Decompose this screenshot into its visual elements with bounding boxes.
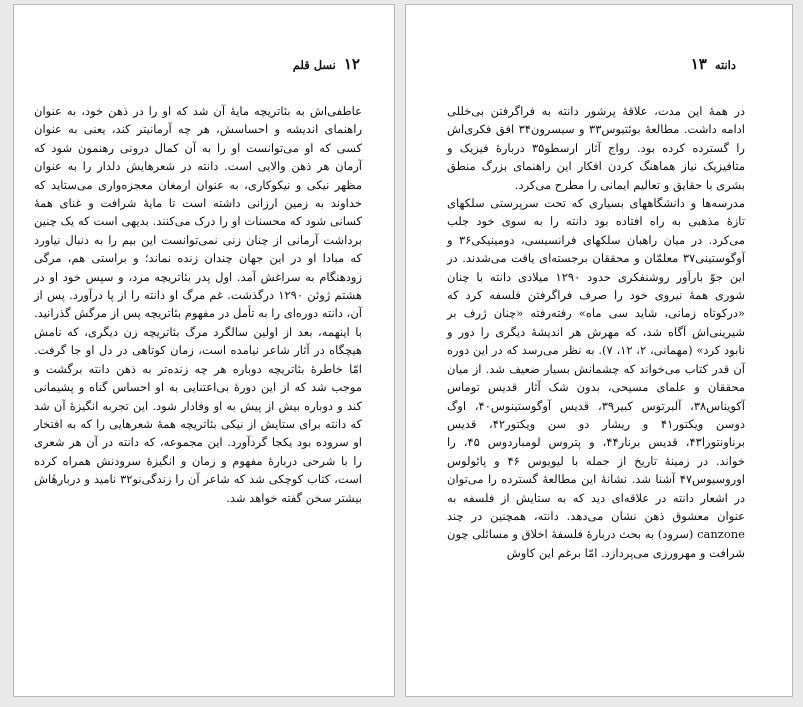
paragraph: در همهٔ این مدت، علاقهٔ پرشور دانته به فراگرفتن بی‌خللی ادامه داشت. مطالعهٔ بوئتیوس۳۳ و سیسرون۳۴ افق فکری‌اش را گسترده کرده بود. رواج آثار ارسطو۳۵ دربارهٔ فیزیک و متافیزیک نیاز هماهنگ کردن افکار این راهنمای بزرگ منطق بشری با حقایق و تعالیم ایمانی را مطرح می‌کرد. — [447, 104, 745, 192]
running-title: دانته — [714, 58, 736, 72]
paragraph: عاطفی‌اش به بئاتریچه مایهٔ آن شد که او را در ذهن خود، به عنوان راهنمای اندیشه و احساسش، هر چه آرمانیتر کند، یعنی به عنوان کسی که او می‌توانست او را به آن کمال درونی رهنمون شود که آرمان هر ذهن والایی است. دانته در شعرهایش دلدار را به عنوان مظهر نیکی و نیکوکاری، به عنوان ارمغان معجزه‌واری می‌ستاید که خداوند به زمین ارزانی داشته است تا مایهٔ شرافت و غنای همهٔ کسانی شود که محسنات او را درک می‌کنند. بدیهی است که یک چنین برداشت آرمانی از چنان زنی نمی‌توانست این بیم را به دنبال نیاورد که مبادا او در این جهان چندان زنده نماند؛ و براستی هم، مرگی زودهنگام به سراغش آمد. اول پدر بئاتریچه مرد، و سپس خود او در هشتم ژوئن ۱۲۹۰ درگذشت. غم مرگ او دانته را از پا درآورد. پس از آن، دانته دوره‌ای را به تأمل در مفهوم بئاتریچه پس از مرگش گذرانید. با اینهمه، بعد از اولین سالگرد مرگ بئاتریچه زن دیگری، که نامش هیچگاه در آثار شاعر نیامده است، زمان کوتاهی در دل او جا گرفت. امّا خاطرهٔ بئاتریچه دوباره هر چه زنده‌تر به ذهن دانته برگشت و موجب شد که از این دورهٔ بی‌اعتنایی به او احساس گناه و پشیمانی کند و دوباره بیش از پیش به او وفادار شود. این تجربه انگیزهٔ آن شد که دانته برای ستایش از نیکی بئاتریچه همهٔ شعرهایی را که به افتخار او سروده بود یکجا گردآورد. این مجموعه، که دانته در آن هر شعری را با شرحی دربارهٔ مفهوم و زمان و انگیزهٔ سرودنش همراه کرده است، کتاب کوچکی شد که شاعر آن را زندگی‌نو۳۲ نامید و دربارهٔاش بیشتر سخن گفته خواهد شد. — [34, 104, 362, 505]
left-page — [13, 4, 395, 697]
right-page-body — [447, 102, 745, 562]
page-number: ۱۲ — [343, 55, 360, 73]
left-page-header — [293, 55, 360, 75]
right-page — [405, 4, 793, 697]
paragraph: مدرسه‌ها و دانشگاههای بسیاری که تحت سرپرستی سلکهای تازهٔ مذهبی به راه افتاده بود دانته را به سوی خود جلب می‌کرد. در میان راهبان سلکهای فرانسیسی، دومینیکی۳۶ و آوگوستینی۳۷ معلمّان و محققان برجسته‌ای یافت می‌شدند. در این جوّ باراَور روشنفکری حدود ۱۲۹۰ میلادی دانته با چنان شوری همهٔ نیروی خود را صرف فراگرفتن فلسفه کرد که «درکوتاه زمانی، شاید سی ماه» رفته‌رفته «چنان ژرف بر شیرینی‌اش آگاه شد، که مهرش هر اندیشهٔ دیگری را دور و نابود کرد» (مهمانی، ۲، ۱۲، ۷). به نظر می‌رسد که در این دوره آن قدر کتاب می‌خواند که چشمانش بسیار ضعیف شد. از میان محققان و علمای مسیحی، بدون شک آثار قدیس توماس آکویناس۳۸، آلبرتوس کبیر۳۹، قدیس آوگوستینوس۴۰، اوگ دوسن ویکتور۴۱ و ریشار دو سن ویکتور۴۲، قدیس برناونتورا۴۳، قدیس برنار۴۴، و پتروس لومباردوس ۴۵، را خواند. در زمینهٔ تاریخ از جمله با لیویوس ۴۶ و پائولوس اوروسیوس۴۷ آشنا شد. نشانهٔ این مطالعهٔ گسترده را می‌توان در اشعار دانته در علاقه‌ای دید که به ستایش از فلسفه به عنوان معشوق ذهن نشان می‌دهد. دانته، همچنین در چند canzone (سرود) به بحث دربارهٔ فلسفهٔ اخلاق و مسائلی چون شرافت و مهرورزی می‌پردازد. امّا برغم این کاوش — [447, 196, 746, 560]
right-page-header — [691, 55, 736, 75]
page-number: ۱۳ — [690, 55, 707, 73]
left-page-body — [34, 102, 362, 507]
running-title: نسل قلم — [292, 58, 336, 72]
